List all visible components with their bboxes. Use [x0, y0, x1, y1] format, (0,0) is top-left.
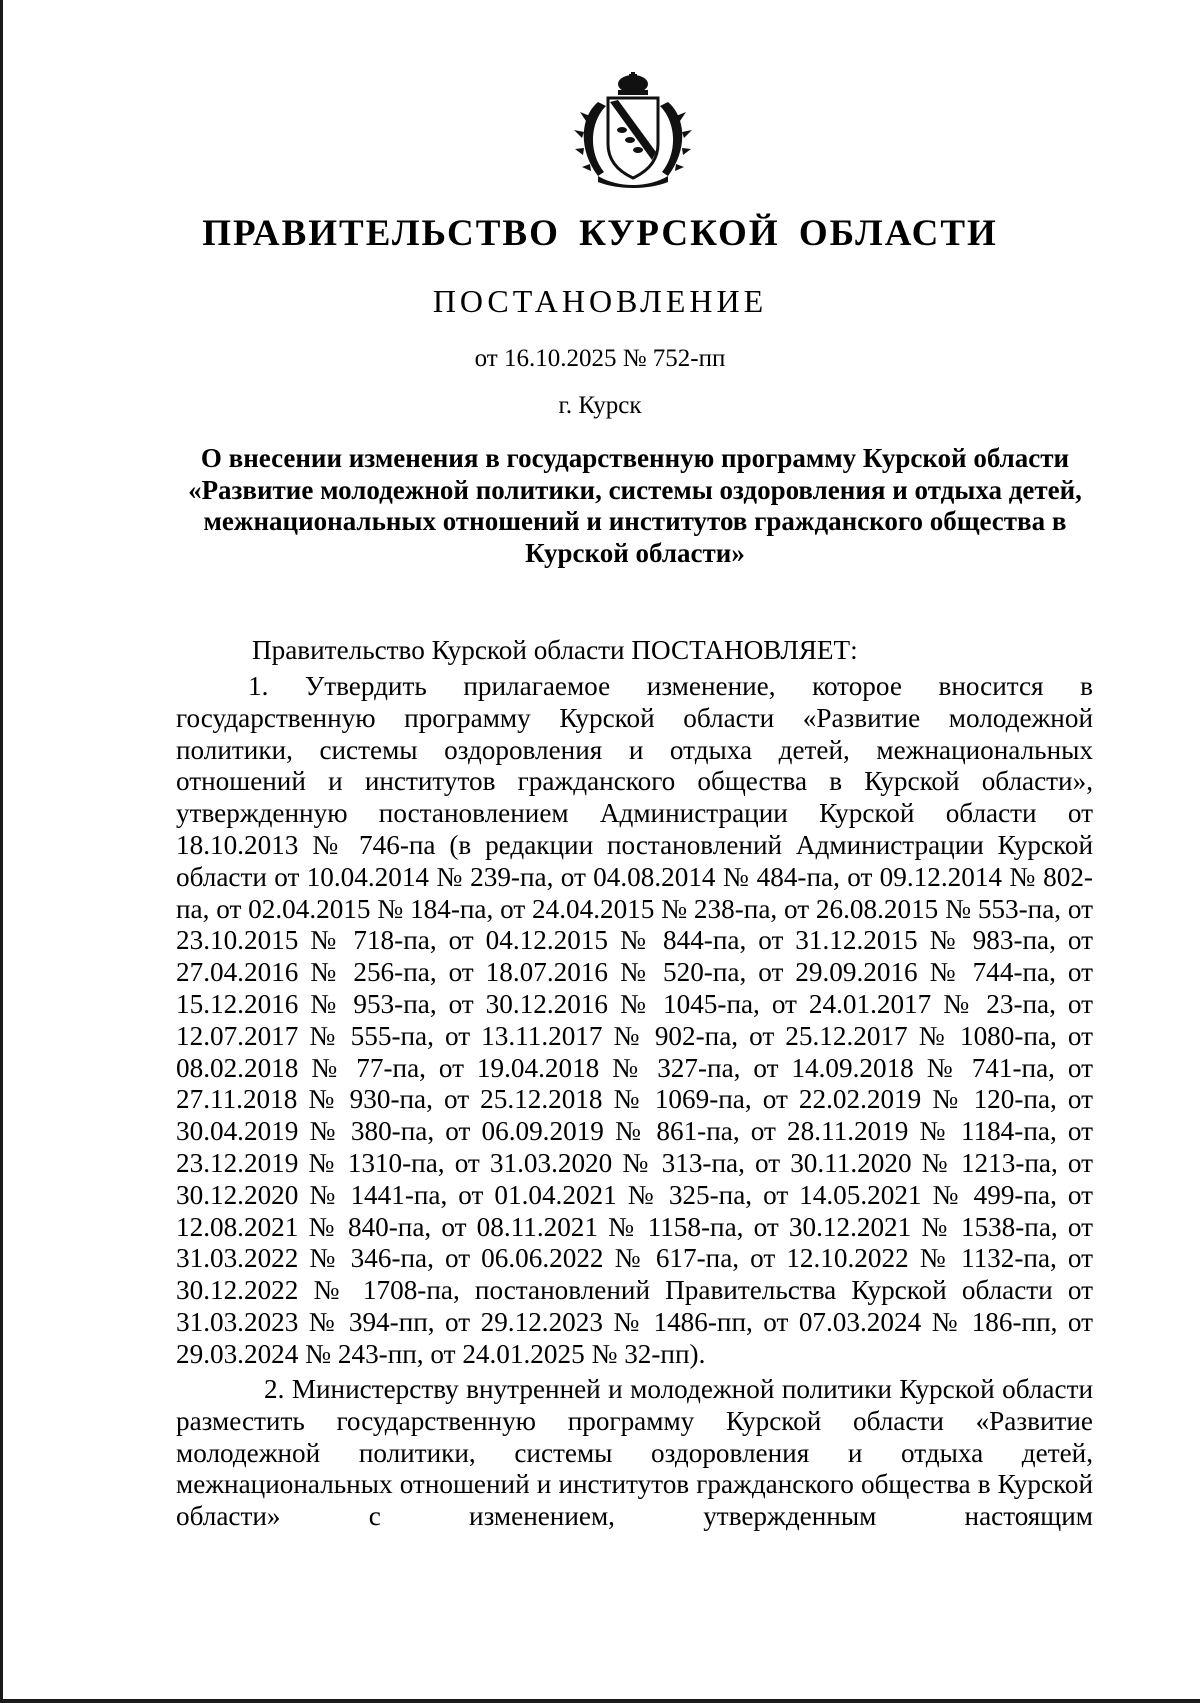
scan-edge-bottom — [0, 1699, 1200, 1703]
paragraph-1: 1. Утвердить прилагаемое изменение, которое вносится в государственную программу Курской области «Развитие молодежной политики, системы оздоровления и отдыха детей, межнациональных отношений и институтов гражданского общества в Курской области», утвержденную постановлением Администрации Курской области от 18.10.2013 № 746-па (в редакции постановлений Администрации Курской области от 10.04.2014 № 239-па, от 04.08.2014 № 484-па, от 09.12.2014 № 802-па, от 02.04.2015 № 184-па, от 24.04.2015 № 238-па, от 26.08.2015 № 553-па, от 23.10.2015 № 718-па, от 04.12.2015 № 844-па, от 31.12.2015 № 983-па, от 27.04.2016 № 256-па, от 18.07.2016 № 520-па, от 29.09.2016 № 744-па, от 15.12.2016 № 953-па, от 30.12.2016 № 1045-па, от 24.01.2017 № 23-па, от 12.07.2017 № 555-па, от 13.11.2017 № 902-па, от 25.12.2017 № 1080-па, от 08.02.2018 № 77-па, от 19.04.2018 № 327-па, от 14.09.2018 № 741-па, от 27.11.2018 № 930-па, от 25.12.2018 № 1069-па, от 22.02.2019 № 120-па, от 30.04.2019 № 380-па, от 06.09.2019 № 861-па, от 28.11.2019 № 1184-па, от 23.12.2019 № 1310-па, от 31.03.2020 № 313-па, от 30.11.2020 № 1213-па, от 30.12.2020 № 1441-па, от 01.04.2021 № 325-па, от 14.05.2021 № 499-па, от 12.08.2021 № 840-па, от 08.11.2021 № 1158-па, от 30.12.2021 № 1538-па, от 31.03.2022 № 346-па, от 06.06.2022 № 617-па, от 12.10.2022 № 1132-па, от 30.12.2022 № 1708-па, постановлений Правительства Курской области от 31.03.2023 № 394-пп, от 29.12.2023 № 1486-пп, от 07.03.2024 № 186-пп, от 29.03.2024 № 243-пп, от 24.01.2025 № 32-пп). — [176, 671, 1093, 1369]
organization-title: ПРАВИТЕЛЬСТВО КУРСКОЙ ОБЛАСТИ — [202, 213, 998, 254]
resolution-intro: Правительство Курской области ПОСТАНОВЛЯЕТ: — [252, 635, 858, 665]
document-heading: О внесении изменения в государственную программу Курской области «Развитие молодежной политики, системы оздоровления и отдыха детей, межнациональных отношений и институтов гражданского общества в Курской области» — [188, 443, 1082, 568]
kursk-coat-of-arms-icon — [568, 72, 698, 190]
document-date-number: от 16.10.2025 № 752-пп — [474, 345, 726, 372]
document-city: г. Курск — [558, 392, 642, 419]
scan-edge-left — [0, 0, 3, 1703]
document-type: ПОСТАНОВЛЕНИЕ — [432, 283, 768, 319]
paragraph-2: 2. Министерству внутренней и молодежной политики Курской области разместить государственную программу Курской области «Развитие молодежной политики, системы оздоровления и отдыха детей, межнациональных отношений и институтов гражданского общества в Курской области» с изменением, утвержденным настоящим — [176, 1374, 1093, 1532]
